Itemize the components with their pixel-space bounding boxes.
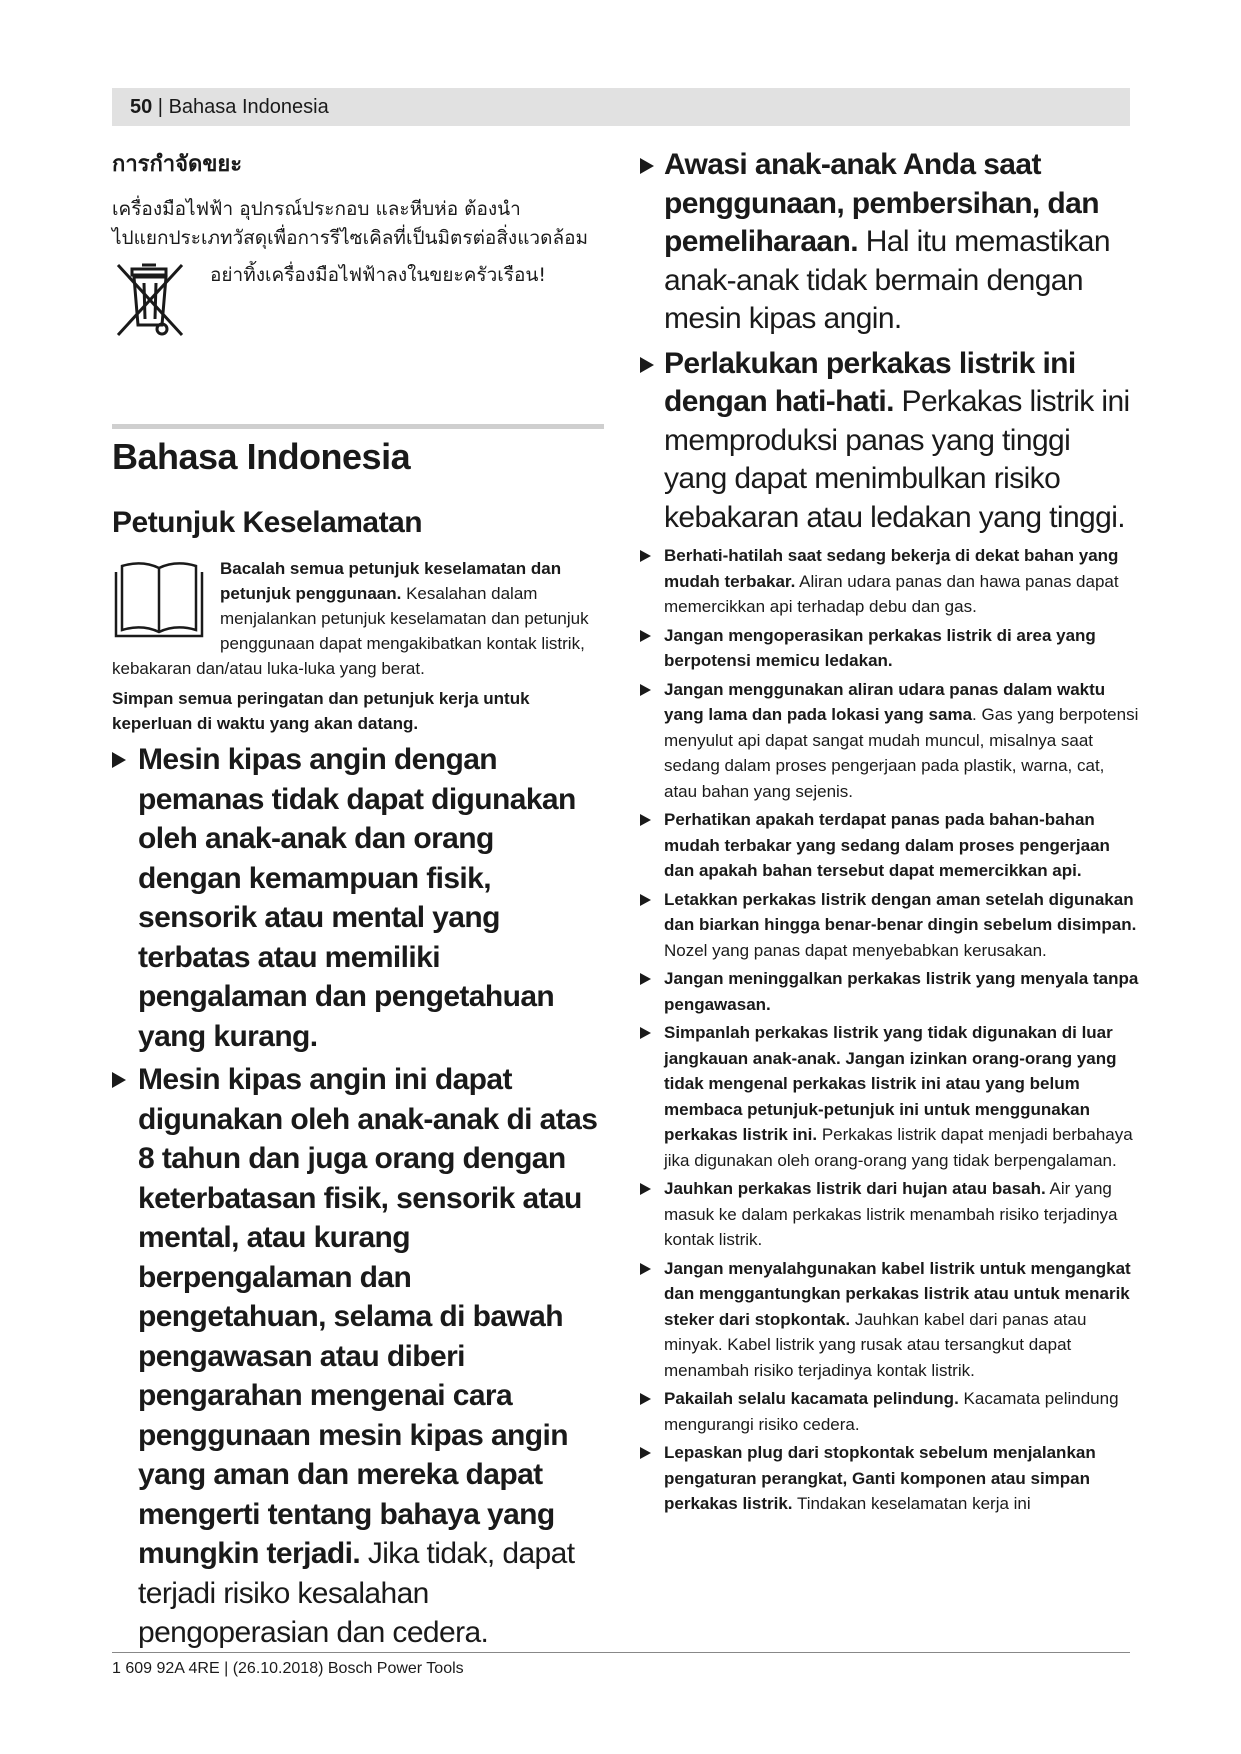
intro-bold-text: Bacalah semua petunjuk keselamatan dan petunjuk penggunaan. [220,559,562,603]
thai-disposal-section [112,146,604,339]
section-divider [112,424,604,429]
warning-bold: Perhatikan apakah terdapat panas pada bahan-bahan mudah terbakar yang sedang dalam proses pengerjaan dan apakah bahan tersebut dapat memercikkan api. [664,810,1110,880]
bullet-triangle-icon [640,814,651,826]
list-item [112,740,604,1056]
right-large-warning-list [640,146,1140,537]
warning-text: Kacamata pelindung mengurangi risiko cedera. [664,1389,1119,1434]
warning-text: Aliran udara panas dan hawa panas dapat memercikkan api terhadap debu dan gas. [664,571,1119,616]
list-item [640,1256,1140,1384]
warning-bold: Perlakukan perkakas listrik ini dengan hati-hati. [664,346,1076,418]
warning-bold: Mesin kipas angin ini dapat digunakan oleh anak-anak di atas 8 tahun dan juga orang dengan keterbatasan fisik, sensorik atau mental, atau kurang berpengalaman dan pengetahuan, selama di bawah pengawasan atau diberi pengarahan mengenai cara penggunaan mesin kipas angin yang aman dan mereka dapat mengerti tentang bahaya yang mungkin terjadi. [138,1063,598,1570]
list-item [640,623,1140,674]
keep-instructions-note: Simpan semua peringatan dan petunjuk kerja untuk keperluan di waktu yang akan datang. [112,689,530,733]
warning-bold: Mesin kipas angin dengan pemanas tidak dapat digunakan oleh anak-anak dan orang dengan kemampuan fisik, sensorik atau mental yang terbatas atau memiliki pengalaman dan pengetahuan yang kurang. [138,743,576,1053]
list-item [640,345,1140,538]
warning-text: Air yang masuk ke dalam perkakas listrik menambah risiko terjadinya kontak listrik. [664,1179,1118,1249]
bullet-triangle-icon [640,1393,651,1405]
warning-bold: Jangan menyalahgunakan kabel listrik untuk mengangkat dan menggantungkan perkakas listrik atau untuk menarik steker dari stopkontak. [664,1258,1131,1329]
thai-disposal-title: การกำจัดขยะ [112,152,243,177]
right-column [640,146,1140,1520]
list-item [640,1020,1140,1173]
warning-bold: Jangan menggunakan aliran udara panas dalam waktu yang lama dan pada lokasi yang sama [664,679,1106,724]
open-book-icon [112,560,206,644]
bullet-triangle-icon [640,1027,651,1039]
warning-bold: Simpanlah perkakas listrik yang tidak digunakan di luar jangkauan anak-anak. Jangan izinkan orang-orang yang tidak mengenal perkakas listrik ini atau yang belum membaca petunjuk-petunjuk ini untuk menggunakan perkakas listrik ini. [664,1023,1117,1144]
bin-notice [112,259,604,339]
section-title: Bahasa Indonesia [112,436,411,477]
right-small-warning-list [640,543,1140,1517]
list-item [640,966,1140,1017]
warning-text: Perkakas listrik ini memproduksi panas yang tinggi yang dapat menimbulkan risiko kebakaran atau ledakan yang tinggi. [664,385,1130,534]
warning-text: Tindakan keselamatan kerja ini [792,1494,1031,1513]
warning-bold: Letakkan perkakas listrik dengan aman setelah digunakan dan biarkan hingga benar-benar dingin sebelum disimpan. [664,889,1137,934]
warning-text: Jauhkan kabel dari panas atau minyak. Kabel listrik yang rusak atau tersangkut dapat menambah risiko terjadinya kontak listrik. [664,1309,1087,1380]
thai-disposal-line-1: เครื่องมือไฟฟ้า อุปกรณ์ประกอบ และหีบห่อ ต้องนำ [112,198,521,220]
bullet-triangle-icon [112,1072,126,1088]
bullet-triangle-icon [640,894,651,906]
list-item [640,1386,1140,1437]
list-item [112,1060,604,1653]
bullet-triangle-icon [640,550,651,562]
bullet-triangle-icon [640,684,651,696]
warning-text: Jika tidak, dapat terjadi risiko kesalahan pengoperasian dan cedera. [138,1537,575,1649]
bullet-triangle-icon [640,1263,651,1275]
bullet-triangle-icon [640,630,651,642]
bullet-triangle-icon [640,357,654,373]
list-item [640,677,1140,805]
warning-text: Hal itu memastikan anak-anak tidak bermain dengan mesin kipas angin. [664,225,1110,335]
list-item [640,1176,1140,1253]
warning-bold: Jangan mengoperasikan perkakas listrik di area yang berpotensi memicu ledakan. [664,625,1096,670]
warning-bold: Lepaskan plug dari stopkontak sebelum menjalankan pengaturan perangkat, Ganti komponen atau simpan perkakas listrik. [664,1443,1096,1513]
bullet-triangle-icon [640,158,654,174]
thai-bin-note: อย่าทิ้งเครื่องมือไฟฟ้าลงในขยะครัวเรือน! [210,264,546,286]
intro-block [112,556,604,681]
warning-bold: Awasi anak-anak Anda saat penggunaan, pembersihan, dan pemeliharaan. [664,148,1099,258]
warning-text: . Gas yang berpotensi menyulut api dapat sangat mudah muncul, misalnya saat sedang dalam proses pengerjaan pada plastik, warna, cat, atau bahan yang sejenis. [664,705,1139,801]
header-language: Bahasa Indonesia [168,96,329,118]
bullet-triangle-icon [640,1447,651,1459]
warning-text: Nozel yang panas dapat menyebabkan kerusakan. [664,940,1047,960]
footer-divider [112,1652,1130,1653]
footer-text: 1 609 92A 4RE | (26.10.2018) Bosch Power Tools [112,1660,464,1677]
list-item [640,146,1140,339]
list-item [640,543,1140,620]
warning-bold: Berhati-hatilah saat sedang bekerja di dekat bahan yang mudah terbakar. [664,546,1119,591]
warning-bold: Pakailah selalu kacamata pelindung. [664,1389,959,1408]
list-item [640,887,1140,964]
thai-disposal-line-2: ไปแยกประเภทวัสดุเพื่อการรีไซเคิลที่เป็นมิตรต่อสิ่งแวดล้อม [112,227,589,249]
warning-bold: Jauhkan perkakas listrik dari hujan atau basah. [664,1179,1046,1198]
left-warning-list [112,740,604,1657]
intro-text: Kesalahan dalam menjalankan petunjuk keselamatan dan petunjuk penggunaan dapat mengakibatkan kontak listrik, kebakaran dan/atau luka-luka yang berat. [112,584,589,678]
header-separator: | [152,96,169,118]
bullet-triangle-icon [112,752,126,768]
warning-bold: Jangan meninggalkan perkakas listrik yang menyala tanpa pengawasan. [664,969,1139,1014]
section-subtitle: Petunjuk Keselamatan [112,506,423,539]
page-number: 50 [130,96,153,118]
bullet-triangle-icon [640,973,651,985]
bullet-triangle-icon [640,1183,651,1195]
warning-text: Perkakas listrik dapat menjadi berbahaya jika digunakan oleh orang-orang yang tidak berpengalaman. [664,1125,1133,1170]
list-item [640,1440,1140,1517]
crossed-out-wheelie-bin-icon [112,259,188,339]
list-item [640,807,1140,884]
page-header [112,88,1130,126]
